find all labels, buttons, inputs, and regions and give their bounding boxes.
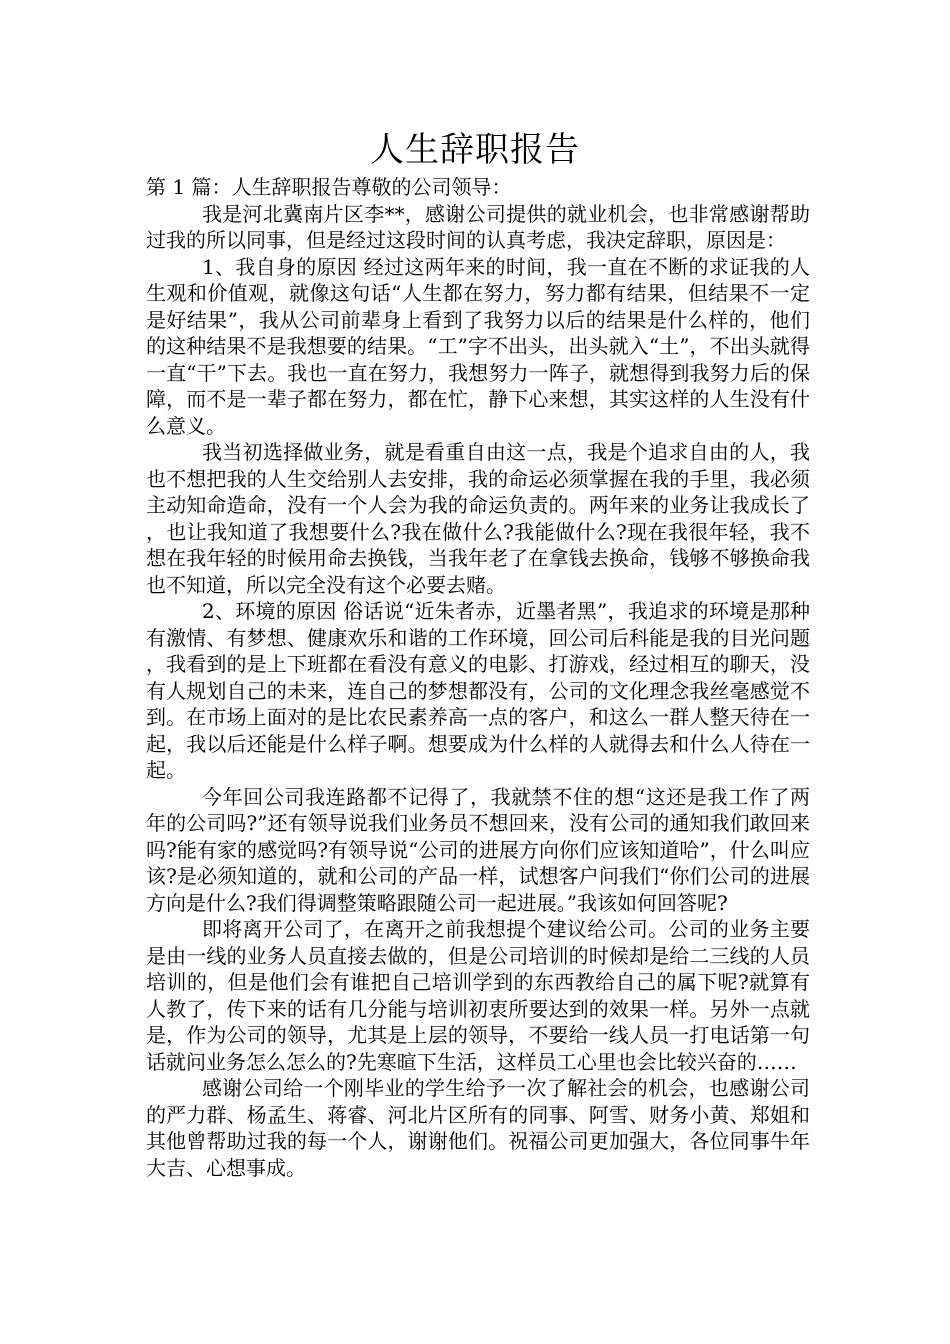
document-body	[146, 174, 810, 1181]
body-paragraph: 1、我自身的原因 经过这两年来的时间，我一直在不断的求证我的人生观和价值观，就像这句话“人生都在努力，努力都有结果，但结果不一定是好结果”，我从公司前辈身上看到了我努力以后的结果是什么样的，他们的这种结果不是我想要的结果。“工”字不出头，出头就入“土”，不出头就得一直“干”下去。我也一直在努力，我想努力一阵子，就想得到我努力后的保障，而不是一辈子都在努力，都在忙，静下心来想，其实这样的人生没有什么意义。	[146, 254, 810, 438]
body-paragraph: 今年回公司我连路都不记得了，我就禁不住的想“这还是我工作了两年的公司吗?”还有领导说我们业务员不想回来，没有公司的通知我们敢回来吗?能有家的感觉吗?有领导说“公司的进展方向你们应该知道哈”，什么叫应该?是必须知道的，就和公司的产品一样，试想客户问我们“你们公司的进展方向是什么?我们得调整策略跟随公司一起进展。”我该如何回答呢?	[146, 784, 810, 915]
body-paragraph: 我当初选择做业务，就是看重自由这一点，我是个追求自由的人，我也不想把我的人生交给别人去安排，我的命运必须掌握在我的手里，我必须主动知命造命，没有一个人会为我的命运负责的。两年来的业务让我成长了，也让我知道了我想要什么?我在做什么?我能做什么?现在我很年轻，我不想在我年轻的时候用命去换钱，当我年老了在拿钱去换命，钱够不够换命我也不知道，所以完全没有这个必要去赌。	[146, 440, 810, 597]
body-paragraph: 我是河北冀南片区李**，感谢公司提供的就业机会，也非常感谢帮助过我的所以同事，但是经过这段时间的认真考虑，我决定辞职，原因是：	[146, 201, 810, 252]
salutation-paragraph: 第 1 篇：人生辞职报告尊敬的公司领导：	[146, 175, 512, 199]
body-paragraph: 即将离开公司了，在离开之前我想提个建议给公司。公司的业务主要是由一线的业务人员直接去做的，但是公司培训的时候却是给二三线的人员培训的，但是他们会有谁把自己培训学到的东西教给自己的属下呢?就算有人教了，传下来的话有几分能与培训初衷所要达到的效果一样。另外一点就是，作为公司的领导，尤其是上层的领导，不要给一线人员一打电话第一句话就问业务怎么怎么的?先寒暄下生活，这样员工心里也会比较兴奋的……	[146, 917, 810, 1074]
document-title: 人生辞职报告	[370, 130, 580, 170]
closing-paragraph: 感谢公司给一个刚毕业的学生给予一次了解社会的机会，也感谢公司的严力群、杨孟生、蒋睿、河北片区所有的同事、阿雪、财务小黄、郑姐和其他曾帮助过我的每一个人，谢谢他们。祝福公司更加强大，各位同事牛年大吉、心想事成。	[146, 1076, 810, 1180]
body-paragraph: 2、环境的原因 俗话说“近朱者赤，近墨者黑”，我追求的环境是那种有激情、有梦想、健康欢乐和谐的工作环境，回公司后科能是我的目光问题，我看到的是上下班都在看没有意义的电影、打游戏，经过相互的聊天，没有人规划自己的未来，连自己的梦想都没有，公司的文化理念我丝毫感觉不到。在市场上面对的是比农民素养高一点的客户，和这么一群人整天待在一起，我以后还能是什么样子啊。想要成为什么样的人就得去和什么人待在一起。	[146, 599, 810, 782]
